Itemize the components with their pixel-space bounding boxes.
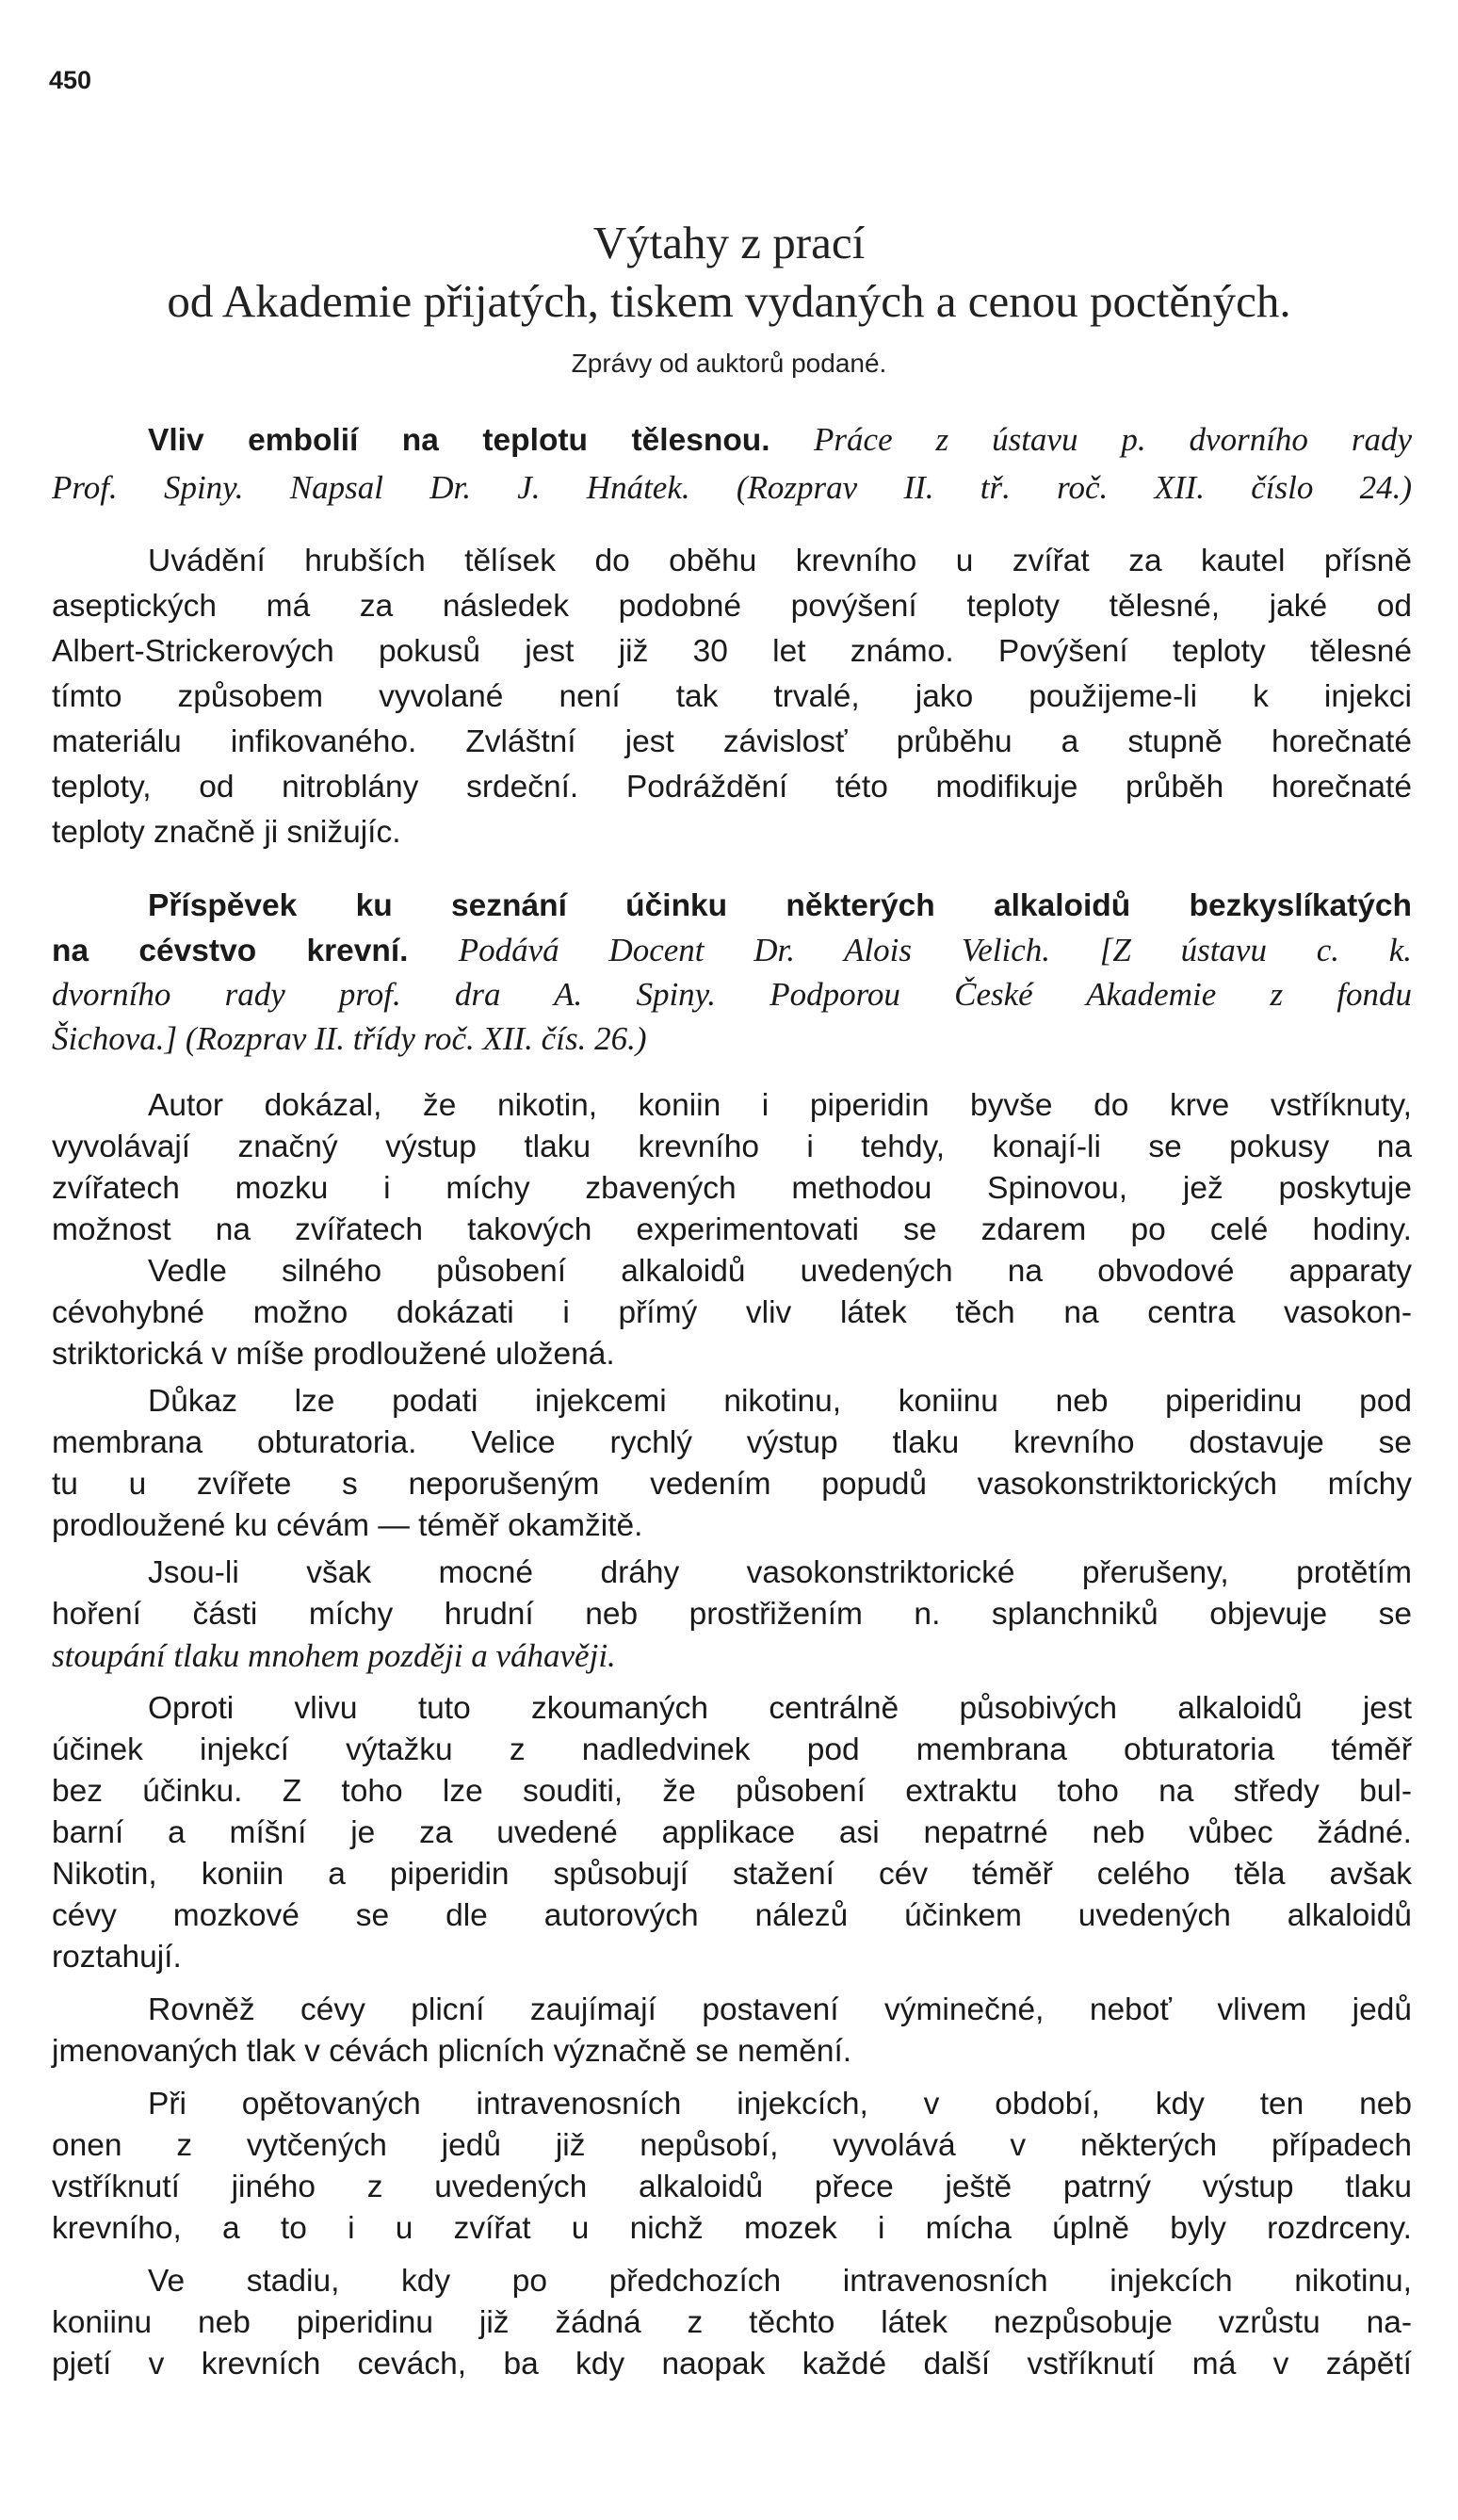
article-1-text-line: Uvádění hrubších tělísek do oběhu krevního u zvířat za kautel přísně	[148, 544, 1412, 578]
article-2-text-line: Při opětovaných intravenosních injekcích, v období, kdy ten neb	[148, 2087, 1412, 2122]
article-2-text-line: barní a míšní je za uvedené applikace asi nepatrné neb vůbec žádné.	[52, 1815, 1412, 1850]
article-1-text-line: teploty značně ji snižujíc.	[52, 815, 401, 850]
article-1-citation: Prof. Spiny. Napsal Dr. J. Hnátek. (Rozprav II. tř. roč. XII. číslo 24.)	[52, 469, 1412, 506]
article-1-text-line: aseptických má za následek podobné povýšení teploty tělesné, jaké od	[52, 589, 1412, 624]
article-2-title-part-1: Příspěvek ku seznání účinku některých alkaloidů bezkyslíkatých	[148, 888, 1412, 923]
article-2-text-line: Důkaz lze podati injekcemi nikotinu, koniinu neb piperidinu pod	[148, 1384, 1412, 1419]
article-2-heading-line-4	[52, 1018, 1412, 1060]
article-2-author: Podává Docent Dr. Alois Velich. [Z ústavu c. k.	[458, 932, 1412, 968]
article-2-text-line: cévohybné možno dokázati i přímý vliv látek těch na centra vasokon-	[52, 1295, 1412, 1330]
article-2-text-line: Nikotin, koniin a piperidin spůsobují stažení cév téměř celého těla avšak	[52, 1857, 1412, 1892]
article-2-text-line: zvířatech mozku i míchy zbavených methodou Spinovou, jež poskytuje	[52, 1171, 1412, 1206]
article-2-text-line: striktorická v míše prodloužené uložená.	[52, 1337, 615, 1372]
article-2-text-line: hoření části míchy hrudní neb prostřižením n. splanchniků objevuje se	[52, 1597, 1412, 1632]
section-subtitle: Zprávy od auktorů podané.	[571, 349, 887, 378]
article-2-text-line: koniinu neb piperidinu již žádná z těchto látek nezpůsobuje vzrůstu na-	[52, 2305, 1412, 2340]
article-2-text-line: vyvolávají značný výstup tlaku krevního i tehdy, konají-li se pokusy na	[52, 1130, 1412, 1164]
article-2-text-line: prodloužené ku cévám — téměř okamžitě.	[52, 1508, 643, 1543]
article-2-text-line: cévy mozkové se dle autorových nálezů účinkem uvedených alkaloidů	[52, 1898, 1412, 1933]
article-1-heading-line-2	[52, 467, 1412, 509]
article-2-text-line: Ve stadiu, kdy po předchozích intravenosních injekcích nikotinu,	[148, 2264, 1412, 2299]
article-2-heading-line-1	[148, 886, 1412, 927]
article-2-text-line: Vedle silného působení alkaloidů uvedených na obvodové apparaty	[148, 1254, 1412, 1289]
article-1-title: Vliv embolií na teplotu tělesnou.	[148, 423, 770, 458]
article-2-heading-line-3	[52, 974, 1412, 1016]
article-2-citation: Šichova.] (Rozprav II. třídy roč. XII. čís. 26.)	[52, 1020, 647, 1057]
article-2-institute: dvorního rady prof. dra A. Spiny. Podporou České Akademie z fondu	[52, 976, 1412, 1013]
article-2-text-line: Rovněž cévy plicní zaujímají postavení výminečné, neboť vlivem jedů	[148, 1992, 1412, 2027]
article-2-text-line: účinek injekcí výtažku z nadledvinek pod membrana obturatoria téměř	[52, 1732, 1412, 1767]
article-2-text-line: membrana obturatoria. Velice rychlý výstup tlaku krevního dostavuje se	[52, 1425, 1412, 1460]
article-2-text-line: bez účinku. Z toho lze souditi, že působení extraktu toho na středy bul-	[52, 1774, 1412, 1809]
section-title-line-1: Výtahy z prací	[592, 217, 866, 268]
article-2-text-line	[52, 1635, 1412, 1677]
article-1-heading-line-1	[148, 419, 1412, 461]
article-2-text-line: jmenovaných tlak v cévách plicních význačně se nemění.	[52, 2034, 852, 2069]
article-2-text-line: Oproti vlivu tuto zkoumaných centrálně působivých alkaloidů jest	[148, 1691, 1412, 1726]
article-1-text-line: tímto způsobem vyvolané není tak trvalé, jako použijeme-li k injekci	[52, 679, 1412, 714]
article-1-source: Práce z ústavu p. dvorního rady	[814, 421, 1413, 458]
article-1-text-line: materiálu infikovaného. Zvláštní jest závislosť průběhu a stupně horečnaté	[52, 724, 1412, 759]
article-2-text-line: Jsou-li však mocné dráhy vasokonstriktorické přerušeny, protětím	[148, 1555, 1412, 1590]
article-2-text-line: tu u zvířete s neporušeným vedením popudů vasokonstriktorických míchy	[52, 1467, 1412, 1502]
article-2-heading-line-2	[52, 930, 1412, 971]
article-2-text-line: onen z vytčených jedů již nepůsobí, vyvolává v některých případech	[52, 2128, 1412, 2163]
article-2-text-line: krevního, a to i u zvířat u nichž mozek i mícha úplně byly rozdrceny.	[52, 2211, 1412, 2246]
article-2-text-line: Autor dokázal, že nikotin, koniin i piperidin byvše do krve vstříknuty,	[148, 1088, 1412, 1123]
article-2-text-line: vstříknutí jiného z uvedených alkaloidů přece ještě patrný výstup tlaku	[52, 2170, 1412, 2204]
article-1-text-line: teploty, od nitroblány srdeční. Podráždění této modifikuje průběh horečnaté	[52, 770, 1412, 805]
article-2-emphasis: stoupání tlaku mnohem později a váhavěji.	[52, 1637, 616, 1674]
article-2-text-line: pjetí v krevních cevách, ba kdy naopak každé další vstříknutí má v zápětí	[52, 2347, 1412, 2382]
article-1-text-line: Albert-Strickerových pokusů jest již 30 let známo. Povýšení teploty tělesné	[52, 634, 1412, 669]
article-2-text-line: možnost na zvířatech takových experimentovati se zdarem po celé hodiny.	[52, 1212, 1412, 1247]
page-number: 450	[49, 66, 92, 94]
section-title-line-2: od Akademie přijatých, tiskem vydaných a cenou poctěných.	[167, 275, 1291, 327]
article-2-title-part-2: na cévstvo krevní.	[52, 934, 409, 968]
article-2-text-line: roztahují.	[52, 1940, 182, 1975]
